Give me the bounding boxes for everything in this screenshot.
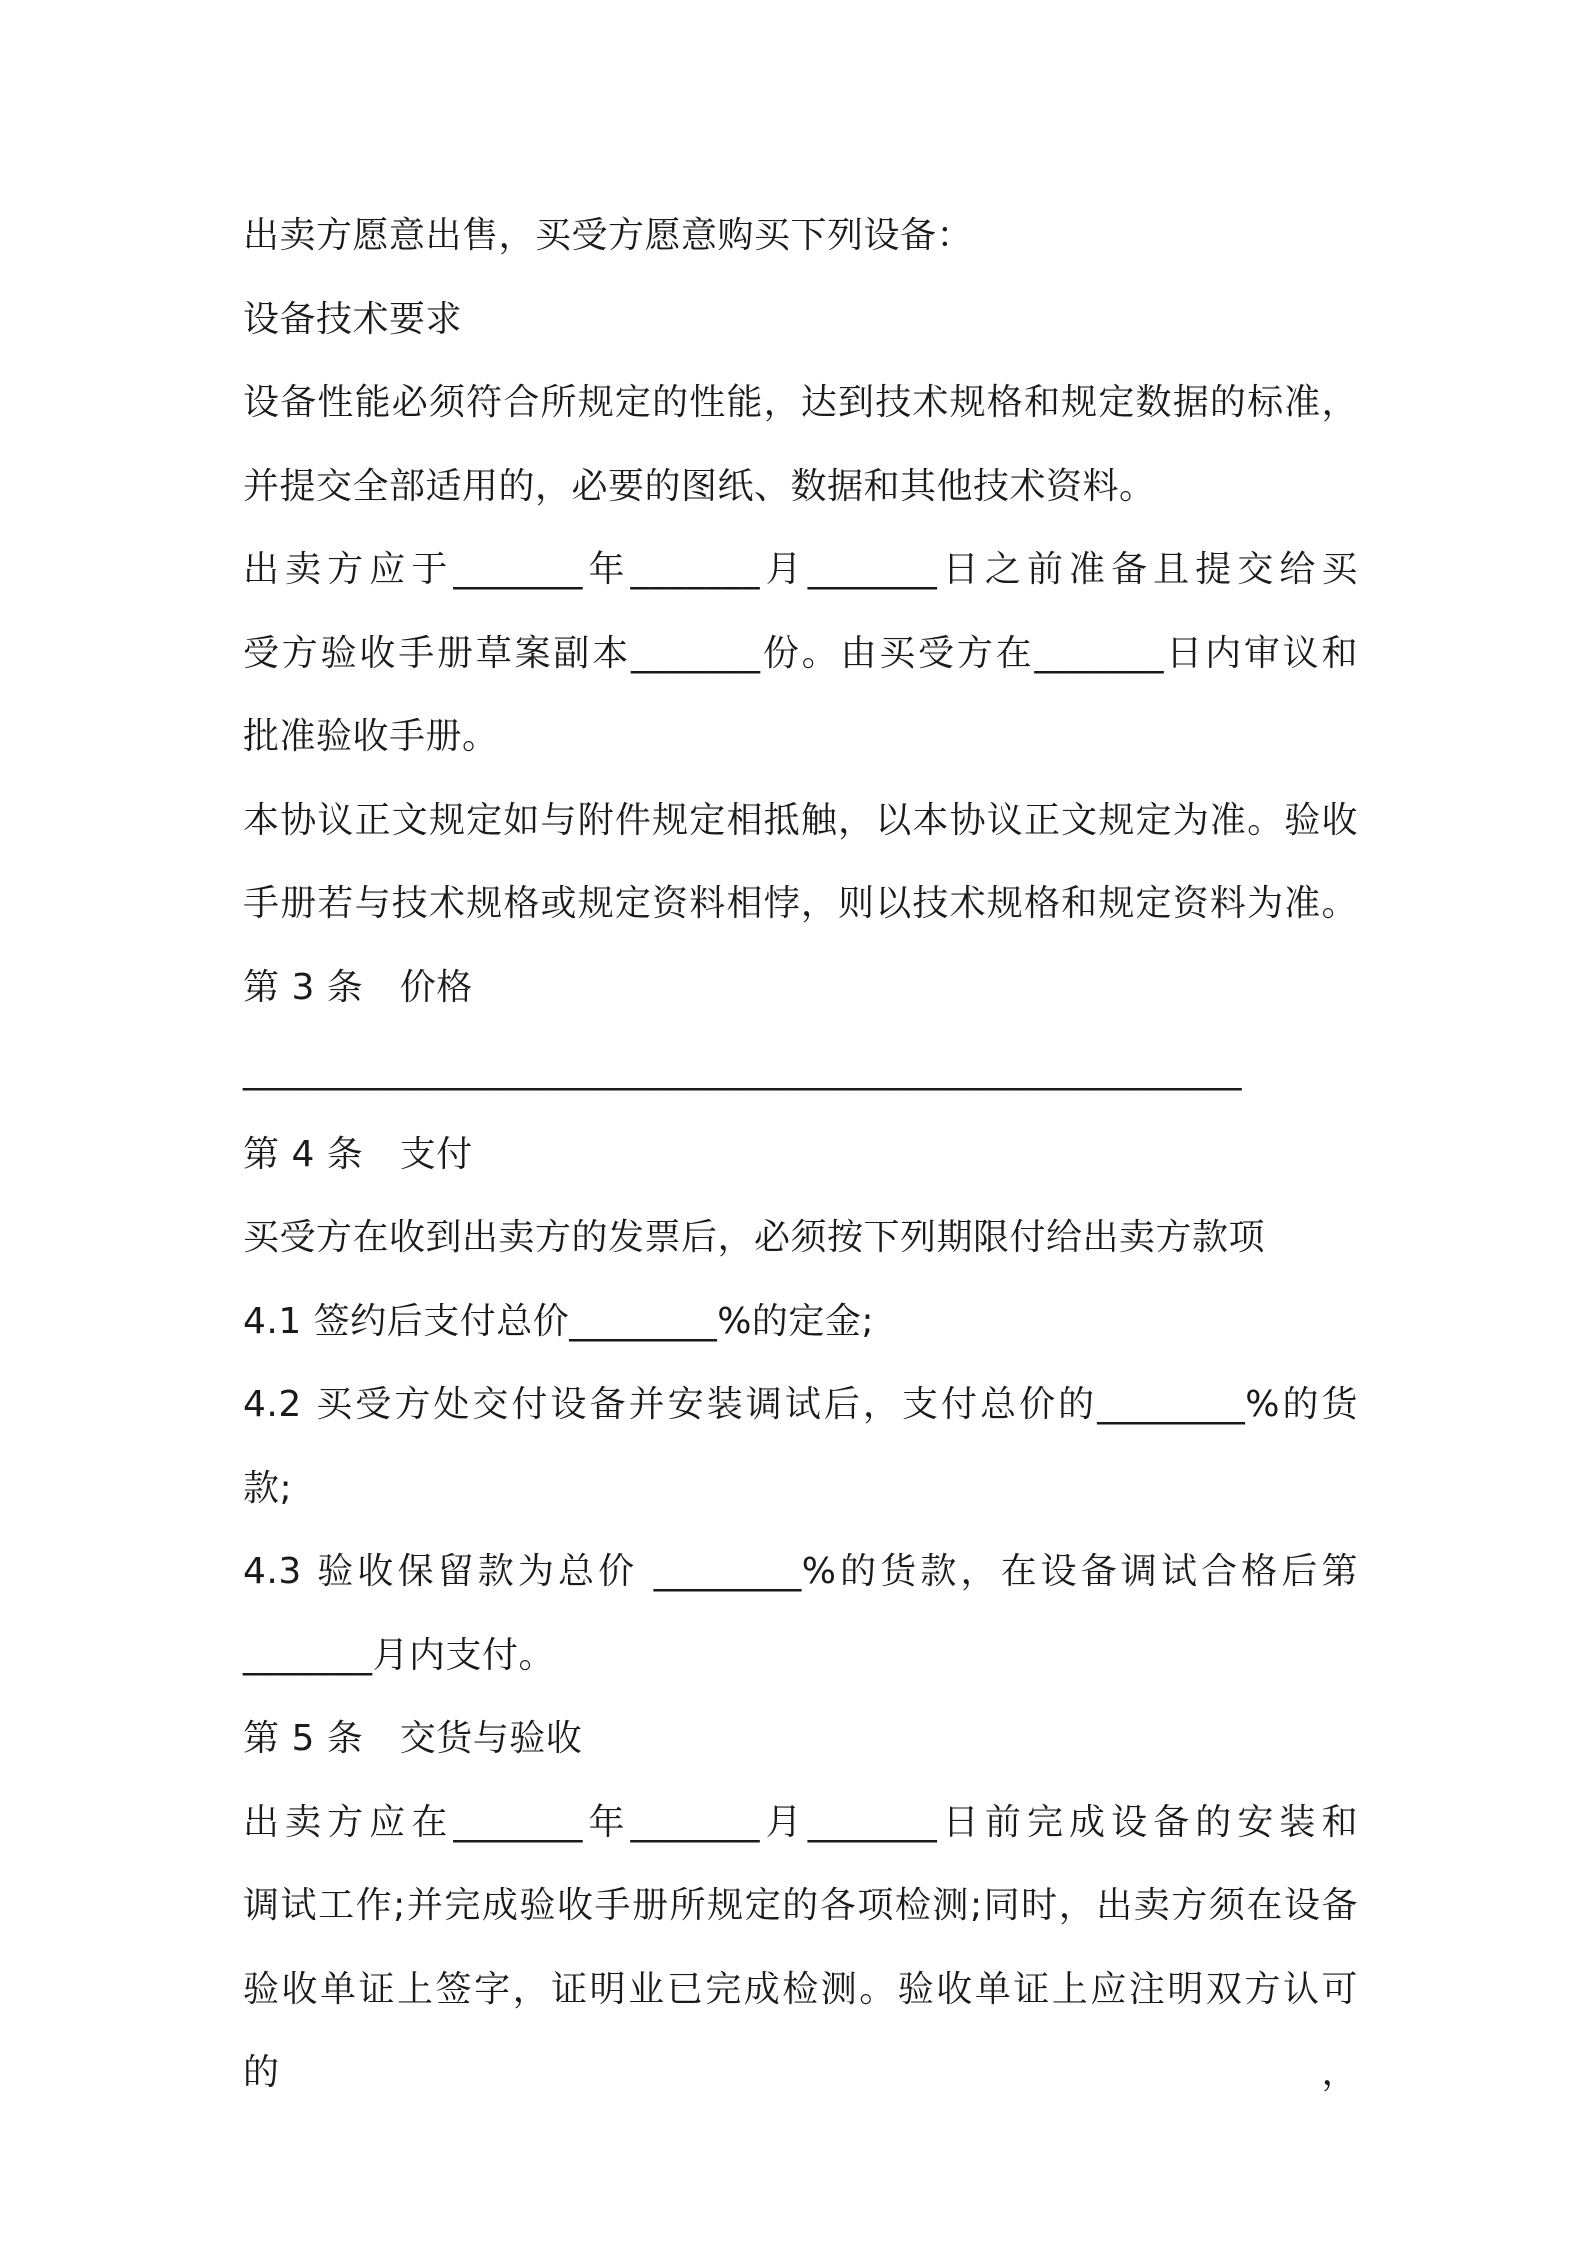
paragraph-line: 验收单证上签字，证明业已完成检测。验收单证上应注明双方认可的， (243, 1968, 1358, 2093)
paragraph-line: 并提交全部适用的，必要的图纸、数据和其他技术资料。 (243, 465, 1156, 507)
document-body (243, 194, 1358, 2093)
paragraph-line: 出卖方应在_______年_______月_______日前完成设备的安装和 (243, 1801, 1358, 1843)
clause-4-3-continued: _______月内支付。 (243, 1634, 556, 1676)
clause-4-2: 4.2 买受方处交付设备并安装调试后，支付总价的________%的货 (243, 1384, 1358, 1425)
article-4-heading: 第 4 条 支付 (243, 1133, 473, 1175)
clause-4-3: 4.3 验收保留款为总价 ________%的货款，在设备调试合格后第 (243, 1551, 1358, 1592)
clause-4-1: 4.1 签约后支付总价________%的定金; (243, 1300, 875, 1342)
section-heading: 设备技术要求 (243, 298, 463, 340)
price-blank-line: ______________________________________________________ (243, 1050, 1242, 1091)
article-5-heading: 第 5 条 交货与验收 (243, 1718, 583, 1759)
paragraph-line: 调试工作;并完成验收手册所规定的各项检测;同时，出卖方须在设备 (243, 1885, 1358, 1926)
paragraph-line: 买受方在收到出卖方的发票后，必须按下列期限付给出卖方款项 (243, 1217, 1266, 1258)
clause-4-2-continued: 款; (243, 1467, 293, 1509)
article-3-heading: 第 3 条 价格 (243, 966, 473, 1008)
paragraph-line: 出卖方愿意出售，买受方愿意购买下列设备： (243, 215, 974, 256)
paragraph-line: 本协议正文规定如与附件规定相抵触，以本协议正文规定为准。验收 (243, 799, 1358, 841)
paragraph-line: 出卖方应于_______年_______月_______日之前准备且提交给买 (243, 549, 1358, 590)
paragraph-line: 批准验收手册。 (243, 716, 499, 757)
paragraph-line: 受方验收手册草案副本_______份。由买受方在_______日内审议和 (243, 632, 1358, 674)
paragraph-line: 设备性能必须符合所规定的性能，达到技术规格和规定数据的标准， (243, 382, 1358, 423)
paragraph-line: 手册若与技术规格或规定资料相悖，则以技术规格和规定资料为准。 (243, 883, 1358, 924)
